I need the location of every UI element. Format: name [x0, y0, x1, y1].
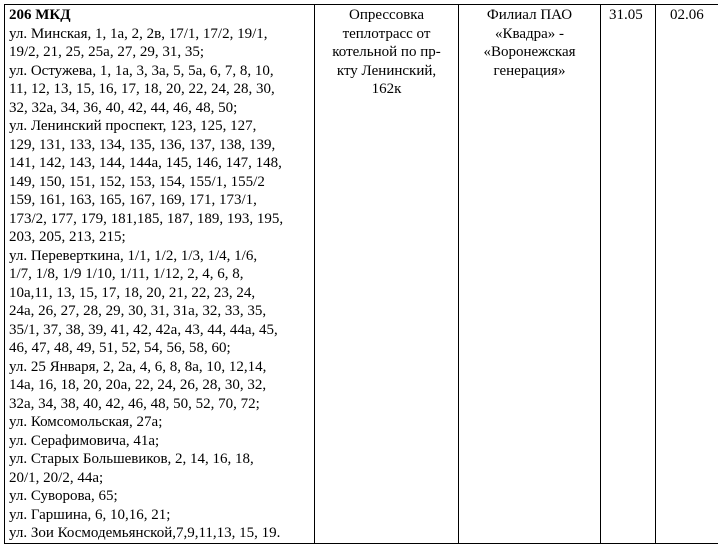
work-description-line: котельной по пр- — [315, 43, 458, 62]
address-line: ул. Остужева, 1, 1а, 3, 3а, 5, 5а, 6, 7, 8, 10, — [9, 62, 314, 81]
address-line: 35/1, 37, 38, 39, 41, 42, 42а, 43, 44, 44а, 45, — [9, 321, 314, 340]
address-line: 141, 142, 143, 144, 144а, 145, 146, 147, 148, — [9, 154, 314, 173]
address-line: ул. Суворова, 65; — [9, 487, 314, 506]
start-date-cell: 31.05 — [601, 5, 656, 544]
address-line: ул. Комсомольская, 27а; — [9, 413, 314, 432]
address-line: 32а, 34, 38, 40, 42, 46, 48, 50, 52, 70, 72; — [9, 395, 314, 414]
address-cell — [5, 5, 315, 544]
address-line: ул. Переверткина, 1/1, 1/2, 1/3, 1/4, 1/6, — [9, 247, 314, 266]
address-line: 173/2, 177, 179, 181,185, 187, 189, 193, 195, — [9, 210, 314, 229]
address-line: 20/1, 20/2, 44а; — [9, 469, 314, 488]
table-row — [5, 5, 718, 544]
address-line: ул. 25 Января, 2, 2а, 4, 6, 8, 8а, 10, 12,14, — [9, 358, 314, 377]
address-line: 129, 131, 133, 134, 135, 136, 137, 138, 139, — [9, 136, 314, 155]
work-description-line: теплотрасс от — [315, 25, 458, 44]
address-line: 19/2, 21, 25, 25а, 27, 29, 31, 35; — [9, 43, 314, 62]
organization-cell — [459, 5, 601, 544]
address-line: 203, 205, 213, 215; — [9, 228, 314, 247]
outage-table — [4, 4, 718, 544]
address-line: 24а, 26, 27, 28, 29, 30, 31, 31а, 32, 33, 35, — [9, 302, 314, 321]
organization-line: «Воронежская — [459, 43, 600, 62]
address-line: 149, 150, 151, 152, 153, 154, 155/1, 155/2 — [9, 173, 314, 192]
organization-line: Филиал ПАО — [459, 6, 600, 25]
building-count-title: 206 МКД — [9, 6, 314, 25]
address-line: 11, 12, 13, 15, 16, 17, 18, 20, 22, 24, 28, 30, — [9, 80, 314, 99]
work-description-cell — [315, 5, 459, 544]
work-description-line: кту Ленинский, — [315, 62, 458, 81]
end-date-cell: 02.06 — [656, 5, 718, 544]
address-line: ул. Гаршина, 6, 10,16, 21; — [9, 506, 314, 525]
address-line: 46, 47, 48, 49, 51, 52, 54, 56, 58, 60; — [9, 339, 314, 358]
address-line: ул. Зои Космодемьянской,7,9,11,13, 15, 19. — [9, 524, 314, 543]
address-line: 14а, 16, 18, 20, 20а, 22, 24, 26, 28, 30, 32, — [9, 376, 314, 395]
address-line: ул. Старых Большевиков, 2, 14, 16, 18, — [9, 450, 314, 469]
organization-line: генерация» — [459, 62, 600, 81]
address-line: ул. Минская, 1, 1а, 2, 2в, 17/1, 17/2, 19/1, — [9, 25, 314, 44]
address-line: 159, 161, 163, 165, 167, 169, 171, 173/1, — [9, 191, 314, 210]
address-line: 32, 32а, 34, 36, 40, 42, 44, 46, 48, 50; — [9, 99, 314, 118]
work-description-line: 162к — [315, 80, 458, 99]
address-line: 1/7, 1/8, 1/9 1/10, 1/11, 1/12, 2, 4, 6, 8, — [9, 265, 314, 284]
work-description-line: Опрессовка — [315, 6, 458, 25]
organization-line: «Квадра» - — [459, 25, 600, 44]
address-line: ул. Серафимовича, 41а; — [9, 432, 314, 451]
address-line: ул. Ленинский проспект, 123, 125, 127, — [9, 117, 314, 136]
address-line: 10а,11, 13, 15, 17, 18, 20, 21, 22, 23, 24, — [9, 284, 314, 303]
